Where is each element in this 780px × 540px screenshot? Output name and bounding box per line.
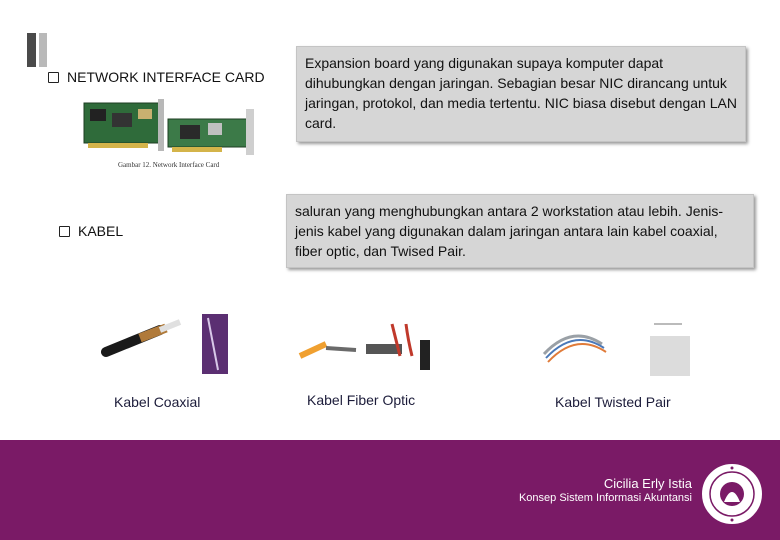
caption-twisted-pair: Kabel Twisted Pair xyxy=(555,394,671,410)
nic-heading-text: NETWORK INTERFACE CARD xyxy=(67,69,265,85)
checkbox-bullet-icon xyxy=(59,226,70,237)
caption-coaxial: Kabel Coaxial xyxy=(114,394,201,410)
corner-bar-light xyxy=(39,33,47,67)
nic-card-illustration xyxy=(76,95,266,170)
kabel-description-text: saluran yang menghubungkan antara 2 workstation atau lebih. Jenis-jenis kabel yang digunakan dalam jaringan antara lain kabel coaxial, fiber optic, dan Twised Pair. xyxy=(295,203,724,259)
kabel-heading xyxy=(59,223,123,239)
university-seal-logo xyxy=(700,462,764,526)
nic-figure-caption: Gambar 12. Network Interface Card xyxy=(118,161,220,169)
nic-image xyxy=(76,95,266,170)
nic-heading xyxy=(48,69,265,85)
corner-bar-dark xyxy=(27,33,36,67)
fiber-optic-cable-image xyxy=(296,320,436,376)
nic-description-box xyxy=(296,46,746,142)
footer-author: Cicilia Erly Istia xyxy=(603,476,692,491)
kabel-description-box xyxy=(286,194,754,268)
kabel-heading-text: KABEL xyxy=(78,223,124,239)
twisted-pair-cable-image xyxy=(542,314,692,376)
caption-fiber-optic: Kabel Fiber Optic xyxy=(307,392,416,408)
nic-description-text: Expansion board yang digunakan supaya komputer dapat dihubungkan dengan jaringan. Sebagian besar NIC dirancang untuk jaringan, protokol, dan media tertentu. NIC biasa disebut dengan LAN card. xyxy=(305,55,737,131)
checkbox-bullet-icon xyxy=(48,72,59,83)
coaxial-cable-image xyxy=(100,312,230,376)
footer-subtitle: Konsep Sistem Informasi Akuntansi xyxy=(518,492,692,504)
